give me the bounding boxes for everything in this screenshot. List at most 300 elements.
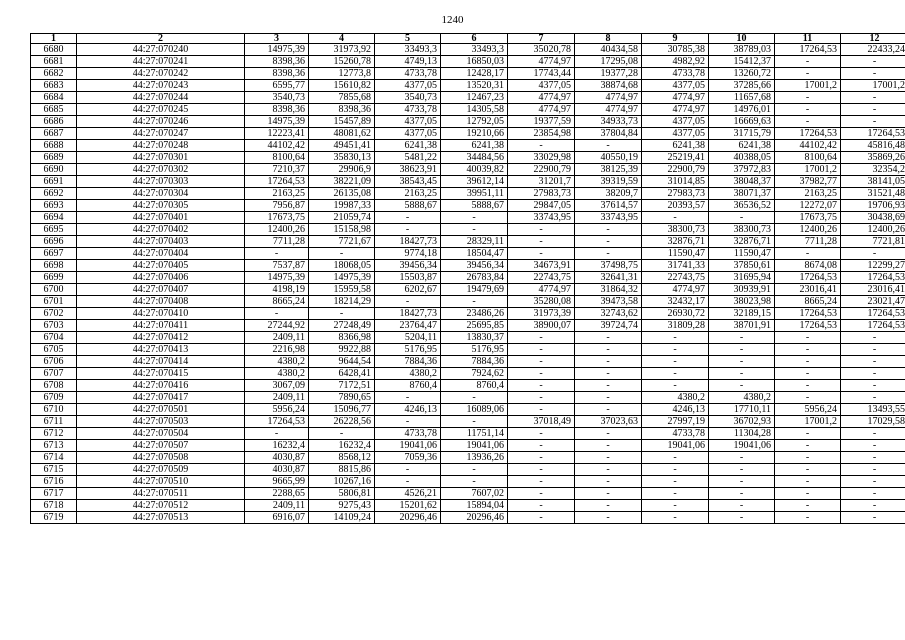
- table-row: [31, 128, 905, 140]
- value-cell: 7924,62: [441, 368, 508, 380]
- value-cell: 4733,78: [375, 428, 441, 440]
- table-row: [31, 272, 905, 284]
- value-cell: 3540,73: [245, 92, 309, 104]
- value-cell: 17264,53: [245, 416, 309, 428]
- value-cell: 26783,84: [441, 272, 508, 284]
- table-row: [31, 332, 905, 344]
- row-number-cell: 6719: [31, 512, 77, 524]
- value-cell: 4774,97: [575, 104, 642, 116]
- value-cell: 11657,68: [709, 92, 775, 104]
- row-number-cell: 6699: [31, 272, 77, 284]
- value-cell: 4377,05: [508, 80, 575, 92]
- value-cell: 4380,2: [375, 368, 441, 380]
- row-number-cell: 6713: [31, 440, 77, 452]
- row-number-cell: 6687: [31, 128, 77, 140]
- value-cell: 6241,38: [709, 140, 775, 152]
- value-cell: 12400,26: [841, 224, 905, 236]
- value-cell: -: [508, 440, 575, 452]
- column-header: 12: [841, 34, 905, 44]
- value-cell: 33493,3: [375, 44, 441, 56]
- cadastral-number-cell: 44:27:070508: [77, 452, 245, 464]
- value-cell: 35280,08: [508, 296, 575, 308]
- value-cell: -: [709, 332, 775, 344]
- value-cell: -: [775, 476, 841, 488]
- value-cell: 45816,48: [841, 140, 905, 152]
- value-cell: 8100,64: [775, 152, 841, 164]
- table-row: [31, 164, 905, 176]
- value-cell: -: [508, 248, 575, 260]
- value-cell: 36536,52: [709, 200, 775, 212]
- value-cell: 19041,06: [375, 440, 441, 452]
- value-cell: 8398,36: [245, 104, 309, 116]
- value-cell: -: [841, 368, 905, 380]
- value-cell: 38071,37: [709, 188, 775, 200]
- value-cell: 2216,98: [245, 344, 309, 356]
- value-cell: 34484,56: [441, 152, 508, 164]
- table-row: [31, 500, 905, 512]
- value-cell: 38300,73: [709, 224, 775, 236]
- row-number-cell: 6717: [31, 488, 77, 500]
- value-cell: 17001,2: [841, 80, 905, 92]
- value-cell: -: [841, 392, 905, 404]
- value-cell: -: [375, 212, 441, 224]
- value-cell: 25695,85: [441, 320, 508, 332]
- value-cell: 7172,51: [309, 380, 375, 392]
- value-cell: -: [775, 56, 841, 68]
- value-cell: 5481,22: [375, 152, 441, 164]
- value-cell: -: [508, 452, 575, 464]
- row-number-cell: 6680: [31, 44, 77, 56]
- value-cell: 38023,98: [709, 296, 775, 308]
- value-cell: 11751,14: [441, 428, 508, 440]
- value-cell: -: [575, 392, 642, 404]
- value-cell: -: [575, 428, 642, 440]
- value-cell: 19706,93: [841, 200, 905, 212]
- row-number-cell: 6711: [31, 416, 77, 428]
- table-row: [31, 116, 905, 128]
- value-cell: 8665,24: [775, 296, 841, 308]
- value-cell: 6241,38: [642, 140, 709, 152]
- value-cell: -: [775, 440, 841, 452]
- value-cell: 17673,75: [245, 212, 309, 224]
- value-cell: 44102,42: [775, 140, 841, 152]
- value-cell: 4774,97: [508, 92, 575, 104]
- value-cell: 5176,95: [375, 344, 441, 356]
- value-cell: 23486,26: [441, 308, 508, 320]
- value-cell: 34933,73: [575, 116, 642, 128]
- value-cell: -: [709, 356, 775, 368]
- value-cell: -: [775, 488, 841, 500]
- row-number-cell: 6688: [31, 140, 77, 152]
- value-cell: 8760,4: [375, 380, 441, 392]
- row-number-cell: 6686: [31, 116, 77, 128]
- value-cell: 12272,07: [775, 200, 841, 212]
- value-cell: 18068,05: [309, 260, 375, 272]
- row-number-cell: 6698: [31, 260, 77, 272]
- value-cell: 4749,13: [375, 56, 441, 68]
- value-cell: 31809,28: [642, 320, 709, 332]
- value-cell: 40434,58: [575, 44, 642, 56]
- value-cell: 14109,24: [309, 512, 375, 524]
- value-cell: 23764,47: [375, 320, 441, 332]
- value-cell: -: [642, 488, 709, 500]
- value-cell: 27244,92: [245, 320, 309, 332]
- cadastral-number-cell: 44:27:070501: [77, 404, 245, 416]
- value-cell: -: [508, 428, 575, 440]
- value-cell: -: [575, 140, 642, 152]
- value-cell: -: [841, 476, 905, 488]
- table-row: [31, 356, 905, 368]
- value-cell: 17264,53: [841, 320, 905, 332]
- cadastral-number-cell: 44:27:070511: [77, 488, 245, 500]
- table-row: [31, 212, 905, 224]
- value-cell: -: [508, 344, 575, 356]
- value-cell: 5888,67: [375, 200, 441, 212]
- value-cell: 39724,74: [575, 320, 642, 332]
- value-cell: 19041,06: [642, 440, 709, 452]
- value-cell: 35020,78: [508, 44, 575, 56]
- table-row: [31, 44, 905, 56]
- cadastral-number-cell: 44:27:070301: [77, 152, 245, 164]
- value-cell: 15158,98: [309, 224, 375, 236]
- value-cell: 17673,75: [775, 212, 841, 224]
- value-cell: -: [441, 392, 508, 404]
- value-cell: 38221,09: [309, 176, 375, 188]
- table-row: [31, 428, 905, 440]
- value-cell: -: [575, 440, 642, 452]
- value-cell: 13936,26: [441, 452, 508, 464]
- value-cell: 16669,63: [709, 116, 775, 128]
- value-cell: 19377,28: [575, 68, 642, 80]
- value-cell: 4377,05: [642, 80, 709, 92]
- value-cell: -: [775, 464, 841, 476]
- value-cell: 7537,87: [245, 260, 309, 272]
- value-cell: 4774,97: [642, 104, 709, 116]
- value-cell: -: [575, 224, 642, 236]
- table-row: [31, 464, 905, 476]
- value-cell: -: [508, 488, 575, 500]
- value-cell: 9275,43: [309, 500, 375, 512]
- row-number-cell: 6681: [31, 56, 77, 68]
- value-cell: 31715,79: [709, 128, 775, 140]
- row-number-cell: 6710: [31, 404, 77, 416]
- value-cell: 7711,28: [245, 236, 309, 248]
- value-cell: 2409,11: [245, 392, 309, 404]
- value-cell: 6241,38: [441, 140, 508, 152]
- cadastral-number-cell: 44:27:070241: [77, 56, 245, 68]
- row-number-cell: 6694: [31, 212, 77, 224]
- value-cell: 38874,68: [575, 80, 642, 92]
- value-cell: -: [642, 500, 709, 512]
- value-cell: 38701,91: [709, 320, 775, 332]
- cadastral-number-cell: 44:27:070407: [77, 284, 245, 296]
- value-cell: 4774,97: [575, 92, 642, 104]
- value-cell: -: [709, 476, 775, 488]
- value-cell: -: [508, 224, 575, 236]
- value-cell: 7711,28: [775, 236, 841, 248]
- value-cell: 32189,15: [709, 308, 775, 320]
- value-cell: 32743,62: [575, 308, 642, 320]
- row-number-cell: 6689: [31, 152, 77, 164]
- row-number-cell: 6714: [31, 452, 77, 464]
- value-cell: 22900,79: [508, 164, 575, 176]
- value-cell: 14975,39: [245, 44, 309, 56]
- value-cell: 2163,25: [375, 188, 441, 200]
- value-cell: 20296,46: [375, 512, 441, 524]
- value-cell: -: [841, 500, 905, 512]
- row-number-cell: 6684: [31, 92, 77, 104]
- value-cell: 31973,92: [309, 44, 375, 56]
- cadastral-value-table: [30, 33, 905, 524]
- row-number-cell: 6701: [31, 296, 77, 308]
- value-cell: -: [441, 476, 508, 488]
- row-number-cell: 6683: [31, 80, 77, 92]
- value-cell: 4377,05: [375, 116, 441, 128]
- cadastral-number-cell: 44:27:070247: [77, 128, 245, 140]
- cadastral-number-cell: 44:27:070244: [77, 92, 245, 104]
- cadastral-number-cell: 44:27:070414: [77, 356, 245, 368]
- value-cell: 40039,82: [441, 164, 508, 176]
- value-cell: 15201,62: [375, 500, 441, 512]
- value-cell: 17743,44: [508, 68, 575, 80]
- table-row: [31, 476, 905, 488]
- cadastral-number-cell: 44:27:070302: [77, 164, 245, 176]
- value-cell: -: [841, 248, 905, 260]
- value-cell: -: [508, 332, 575, 344]
- value-cell: 27997,19: [642, 416, 709, 428]
- value-cell: 10267,16: [309, 476, 375, 488]
- value-cell: 6202,67: [375, 284, 441, 296]
- value-cell: 12400,26: [245, 224, 309, 236]
- value-cell: 33743,95: [575, 212, 642, 224]
- value-cell: -: [508, 140, 575, 152]
- value-cell: 7855,68: [309, 92, 375, 104]
- value-cell: 8398,36: [245, 68, 309, 80]
- row-number-cell: 6697: [31, 248, 77, 260]
- cadastral-number-cell: 44:27:070510: [77, 476, 245, 488]
- value-cell: 8366,98: [309, 332, 375, 344]
- value-cell: 13493,55: [841, 404, 905, 416]
- value-cell: -: [575, 380, 642, 392]
- value-cell: 35869,26: [841, 152, 905, 164]
- cadastral-number-cell: 44:27:070304: [77, 188, 245, 200]
- value-cell: -: [508, 464, 575, 476]
- value-cell: 19377,59: [508, 116, 575, 128]
- table-row: [31, 188, 905, 200]
- cadastral-number-cell: 44:27:070404: [77, 248, 245, 260]
- value-cell: 4380,2: [709, 392, 775, 404]
- value-cell: 18214,29: [309, 296, 375, 308]
- value-cell: 35830,13: [309, 152, 375, 164]
- value-cell: -: [775, 452, 841, 464]
- value-cell: -: [575, 248, 642, 260]
- value-cell: 27248,49: [309, 320, 375, 332]
- row-number-cell: 6692: [31, 188, 77, 200]
- value-cell: 4733,78: [375, 104, 441, 116]
- value-cell: 31201,7: [508, 176, 575, 188]
- value-cell: 37018,49: [508, 416, 575, 428]
- value-cell: 38900,07: [508, 320, 575, 332]
- value-cell: 2409,11: [245, 500, 309, 512]
- value-cell: 30939,91: [709, 284, 775, 296]
- value-cell: 36702,93: [709, 416, 775, 428]
- value-cell: 30785,38: [642, 44, 709, 56]
- table-row: [31, 440, 905, 452]
- value-cell: -: [841, 356, 905, 368]
- cadastral-number-cell: 44:27:070410: [77, 308, 245, 320]
- value-cell: -: [642, 212, 709, 224]
- row-number-cell: 6716: [31, 476, 77, 488]
- row-number-cell: 6693: [31, 200, 77, 212]
- value-cell: 17710,11: [709, 404, 775, 416]
- value-cell: -: [841, 452, 905, 464]
- value-cell: -: [441, 464, 508, 476]
- value-cell: 39951,11: [441, 188, 508, 200]
- row-number-cell: 6702: [31, 308, 77, 320]
- value-cell: 19987,33: [309, 200, 375, 212]
- value-cell: 4526,21: [375, 488, 441, 500]
- value-cell: -: [841, 56, 905, 68]
- table-row: [31, 308, 905, 320]
- value-cell: 38141,05: [841, 176, 905, 188]
- value-cell: 25219,41: [642, 152, 709, 164]
- cadastral-number-cell: 44:27:070242: [77, 68, 245, 80]
- value-cell: 21059,74: [309, 212, 375, 224]
- cadastral-number-cell: 44:27:070243: [77, 80, 245, 92]
- row-number-cell: 6685: [31, 104, 77, 116]
- value-cell: 4774,97: [642, 284, 709, 296]
- cadastral-number-cell: 44:27:070413: [77, 344, 245, 356]
- table-row: [31, 248, 905, 260]
- value-cell: -: [642, 476, 709, 488]
- value-cell: 8674,08: [775, 260, 841, 272]
- value-cell: 6595,77: [245, 80, 309, 92]
- table-row: [31, 344, 905, 356]
- row-number-cell: 6706: [31, 356, 77, 368]
- cadastral-number-cell: 44:27:070507: [77, 440, 245, 452]
- value-cell: -: [841, 464, 905, 476]
- value-cell: -: [575, 476, 642, 488]
- value-cell: -: [775, 428, 841, 440]
- value-cell: 38623,91: [375, 164, 441, 176]
- value-cell: -: [375, 464, 441, 476]
- value-cell: -: [245, 428, 309, 440]
- value-cell: 17264,53: [775, 128, 841, 140]
- value-cell: -: [841, 488, 905, 500]
- value-cell: 9665,99: [245, 476, 309, 488]
- value-cell: 31695,94: [709, 272, 775, 284]
- value-cell: 15412,37: [709, 56, 775, 68]
- value-cell: -: [709, 488, 775, 500]
- value-cell: 30438,69: [841, 212, 905, 224]
- value-cell: 17264,53: [775, 44, 841, 56]
- value-cell: 4774,97: [508, 104, 575, 116]
- value-cell: 17029,58: [841, 416, 905, 428]
- value-cell: 7890,65: [309, 392, 375, 404]
- value-cell: 40550,19: [575, 152, 642, 164]
- table-row: [31, 368, 905, 380]
- row-number-cell: 6704: [31, 332, 77, 344]
- value-cell: 37285,66: [709, 80, 775, 92]
- value-cell: 38300,73: [642, 224, 709, 236]
- table-row: [31, 80, 905, 92]
- cadastral-number-cell: 44:27:070240: [77, 44, 245, 56]
- column-number-row: [31, 34, 905, 44]
- table-row: [31, 140, 905, 152]
- page-number: 1240: [441, 14, 464, 26]
- value-cell: 17001,2: [775, 416, 841, 428]
- table-row: [31, 92, 905, 104]
- value-cell: -: [441, 224, 508, 236]
- value-cell: 31521,48: [841, 188, 905, 200]
- value-cell: 39319,59: [575, 176, 642, 188]
- value-cell: 12467,23: [441, 92, 508, 104]
- value-cell: 9644,54: [309, 356, 375, 368]
- value-cell: 19479,69: [441, 284, 508, 296]
- value-cell: 2163,25: [245, 188, 309, 200]
- table-row: [31, 104, 905, 116]
- value-cell: 8815,86: [309, 464, 375, 476]
- value-cell: -: [841, 92, 905, 104]
- value-cell: 9774,18: [375, 248, 441, 260]
- value-cell: 14976,01: [709, 104, 775, 116]
- value-cell: 26228,56: [309, 416, 375, 428]
- row-number-cell: 6690: [31, 164, 77, 176]
- value-cell: 32354,2: [841, 164, 905, 176]
- value-cell: 16232,4: [245, 440, 309, 452]
- value-cell: 29906,9: [309, 164, 375, 176]
- value-cell: -: [441, 212, 508, 224]
- value-cell: 4198,19: [245, 284, 309, 296]
- value-cell: 37982,77: [775, 176, 841, 188]
- value-cell: -: [508, 236, 575, 248]
- value-cell: 18504,47: [441, 248, 508, 260]
- cadastral-number-cell: 44:27:070411: [77, 320, 245, 332]
- cadastral-number-cell: 44:27:070405: [77, 260, 245, 272]
- value-cell: 38789,03: [709, 44, 775, 56]
- value-cell: 15503,87: [375, 272, 441, 284]
- value-cell: 7721,81: [841, 236, 905, 248]
- value-cell: 15959,58: [309, 284, 375, 296]
- value-cell: -: [375, 416, 441, 428]
- cadastral-number-cell: 44:27:070412: [77, 332, 245, 344]
- value-cell: 15610,82: [309, 80, 375, 92]
- cadastral-number-cell: 44:27:070417: [77, 392, 245, 404]
- value-cell: 7607,02: [441, 488, 508, 500]
- value-cell: 44102,42: [245, 140, 309, 152]
- table-row: [31, 200, 905, 212]
- value-cell: 5956,24: [775, 404, 841, 416]
- table-row: [31, 404, 905, 416]
- row-number-cell: 6703: [31, 320, 77, 332]
- value-cell: -: [642, 380, 709, 392]
- value-cell: 31864,32: [575, 284, 642, 296]
- value-cell: 34673,91: [508, 260, 575, 272]
- value-cell: -: [775, 380, 841, 392]
- value-cell: 32432,17: [642, 296, 709, 308]
- value-cell: -: [508, 404, 575, 416]
- cadastral-number-cell: 44:27:070402: [77, 224, 245, 236]
- value-cell: 14975,39: [245, 116, 309, 128]
- value-cell: 32641,31: [575, 272, 642, 284]
- value-cell: 12773,8: [309, 68, 375, 80]
- value-cell: -: [575, 332, 642, 344]
- value-cell: -: [775, 116, 841, 128]
- value-cell: 17264,53: [841, 308, 905, 320]
- table-row: [31, 236, 905, 248]
- row-number-cell: 6695: [31, 224, 77, 236]
- column-header: 8: [575, 34, 642, 44]
